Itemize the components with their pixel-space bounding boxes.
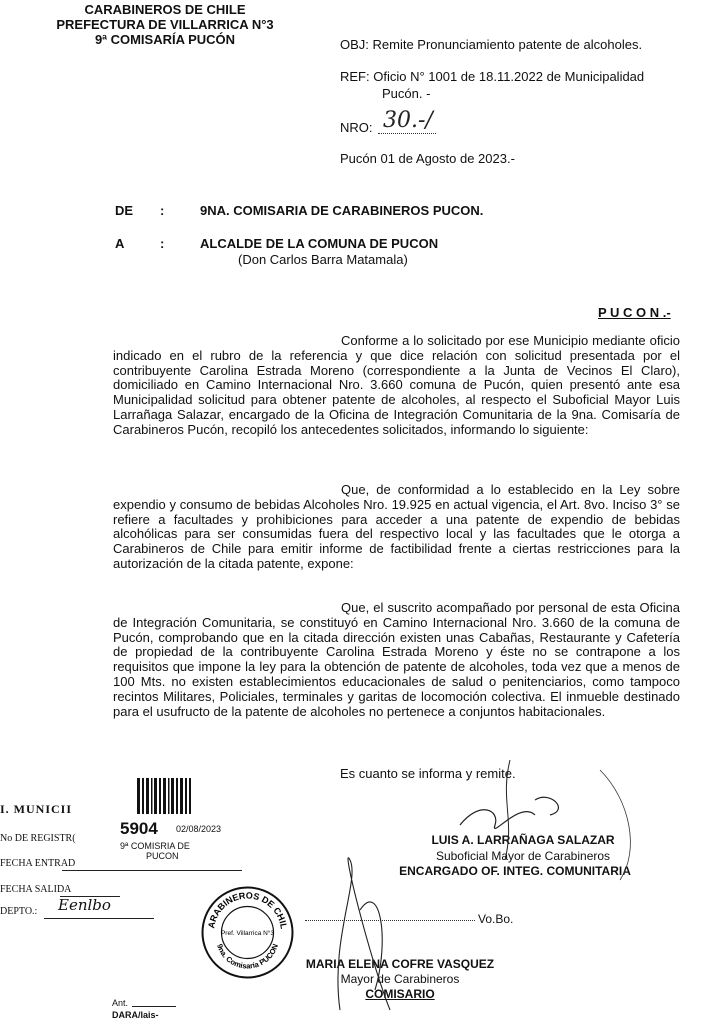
signer-2-role: COMISARIO (365, 987, 435, 1001)
to-value: ALCALDE DE LA COMUNA DE PUCON (200, 236, 439, 251)
signer-1-name: LUIS A. LARRAÑAGA SALAZAR (431, 833, 615, 847)
receipt-city: PUCON (146, 851, 179, 861)
paragraph-2-text: Que, de conformidad a lo establecido en la Ley sobre expendio y consumo de bebidas Alcoholes Nro. 19.925 en actual vigencia, el Art. 8vo. Inciso 3° se refiere a facultades y prohibiciones para acceder a una patente de expendio de bebidas alcohólicas para ser consumidas fuera del respectivo local y las facultades que le otorga a Carabineros de Chile para emitir informe de factibilidad frente a ciertas restricciones para la autorización de la citada patente, expone: (113, 482, 680, 571)
department-handwritten: Eenlbo (58, 896, 111, 914)
official-seal (200, 885, 295, 980)
number-underline (378, 133, 436, 134)
receipt-date: 02/08/2023 (176, 824, 222, 834)
department-line (44, 918, 154, 919)
municipal-stamp-title: I. MUNICII (0, 802, 73, 816)
to-label: A (115, 236, 125, 251)
entry-date-line (62, 870, 242, 871)
signer-1-rank: Suboficial Mayor de Carabineros (435, 849, 611, 863)
footer-ant-label: Ant. (112, 998, 129, 1008)
body-paragraph-3 (113, 601, 680, 719)
seal-mid-text: Pref. Villarrica N°3 (220, 930, 275, 937)
station-name: 9ª COMISARÍA PUCÓN (94, 32, 236, 47)
from-value: 9NA. COMISARIA DE CARABINEROS PUCON. (200, 203, 484, 218)
seal-icon (200, 885, 295, 980)
closing-line: Es cuanto se informa y remite. (340, 766, 516, 781)
body-paragraph-1 (113, 334, 680, 438)
signer-1-role: ENCARGADO OF. INTEG. COMUNITARIA (399, 864, 631, 878)
objective-line: OBJ: Remite Pronunciamiento patente de alcoholes. (340, 37, 643, 52)
institution-name: CARABINEROS DE CHILE (84, 2, 246, 17)
paragraph-1-text: Conforme a lo solicitado por ese Municipio mediante oficio indicado en el rubro de la referencia y que dice relación con solicitud presentada por el contribuyente Carolina Estrada Moreno (correspondiente a la Junta de Vecinos El Claro), domiciliado en Camino Internacional Nro. 3.660 comuna de Pucón, quien presentó ante esa Municipalidad solicitud para obtener patente de alcoholes, al respecto el Suboficial Mayor Luis Larrañaga Salazar, encargado de la Oficina de Integración Comunitaria de la 9na. Comisaría de Carabineros Pucón, recopiló los antecedentes solicitados, informando lo siguiente: (113, 333, 680, 437)
reference-line-2: Pucón. - (382, 86, 431, 101)
receipt-number: 5904 (120, 819, 158, 838)
to-name: (Don Carlos Barra Matamala) (238, 252, 408, 267)
footer-initials: DARA/lais- (112, 1010, 159, 1020)
signer-2-name: MARIA ELENA COFRE VASQUEZ (305, 957, 495, 971)
department-label: DEPTO.: (0, 906, 38, 917)
footer-ant-line (132, 1006, 176, 1007)
receipt-office: 9ª COMISRIA DE (120, 841, 190, 851)
document-date: Pucón 01 de Agosto de 2023.- (340, 151, 515, 166)
barcode-icon (137, 778, 191, 814)
registry-number-label: No DE REGISTR( (0, 833, 76, 844)
number-label: NRO: (340, 120, 373, 135)
signature-2-scribble (300, 760, 700, 1024)
svg-text:9na. Comisaría PUCON (215, 943, 280, 971)
exit-date-label: FECHA SALIDA (0, 884, 72, 895)
body-paragraph-2 (113, 483, 680, 572)
seal-top-text: ARABINEROS DE CHIL (206, 890, 289, 930)
to-colon: : (160, 236, 165, 251)
signer-2-rank: Mayor de Carabineros (340, 972, 460, 986)
number-value: 30.-/ (383, 108, 433, 133)
entry-date-label: FECHA ENTRAD (0, 858, 76, 869)
reference-line: REF: Oficio N° 1001 de 18.11.2022 de Municipalidad (340, 69, 645, 84)
prefecture-name: PREFECTURA DE VILLARRICA N°3 (56, 17, 274, 32)
svg-text:CARABINEROS DE CHILE (200, 885, 289, 930)
city-heading: P U C O N .- (598, 305, 671, 320)
paragraph-3-text: Que, el suscrito acompañado por personal de esta Oficina de Integración Comunitaria, se constituyó en Camino Internacional Nro. 3.660 de la comuna de Pucón, comprobando que en la citada dirección existen unas Cabañas, Restaurante y Cafetería de propiedad de la contribuyente Carolina Estrada Moreno y éste no se contrapone a los requisitos que impone la ley para la obtención de patente de alcoholes, toda vez que a menos de 100 Mts. no existen establecimientos educacionales de salud o penitenciarios, como tampoco recintos Militares, Policiales, terminales y garitas de locomoción colectiva. El inmueble destinado para el usufructo de la patente de alcoholes no pertenece a conjuntos habitacionales. (113, 600, 680, 719)
seal-bottom-text: 9na. Comisaría PUCON (215, 942, 280, 971)
vobo-label: Vo.Bo. (478, 912, 514, 926)
from-label: DE (115, 203, 134, 218)
from-colon: : (160, 203, 165, 218)
